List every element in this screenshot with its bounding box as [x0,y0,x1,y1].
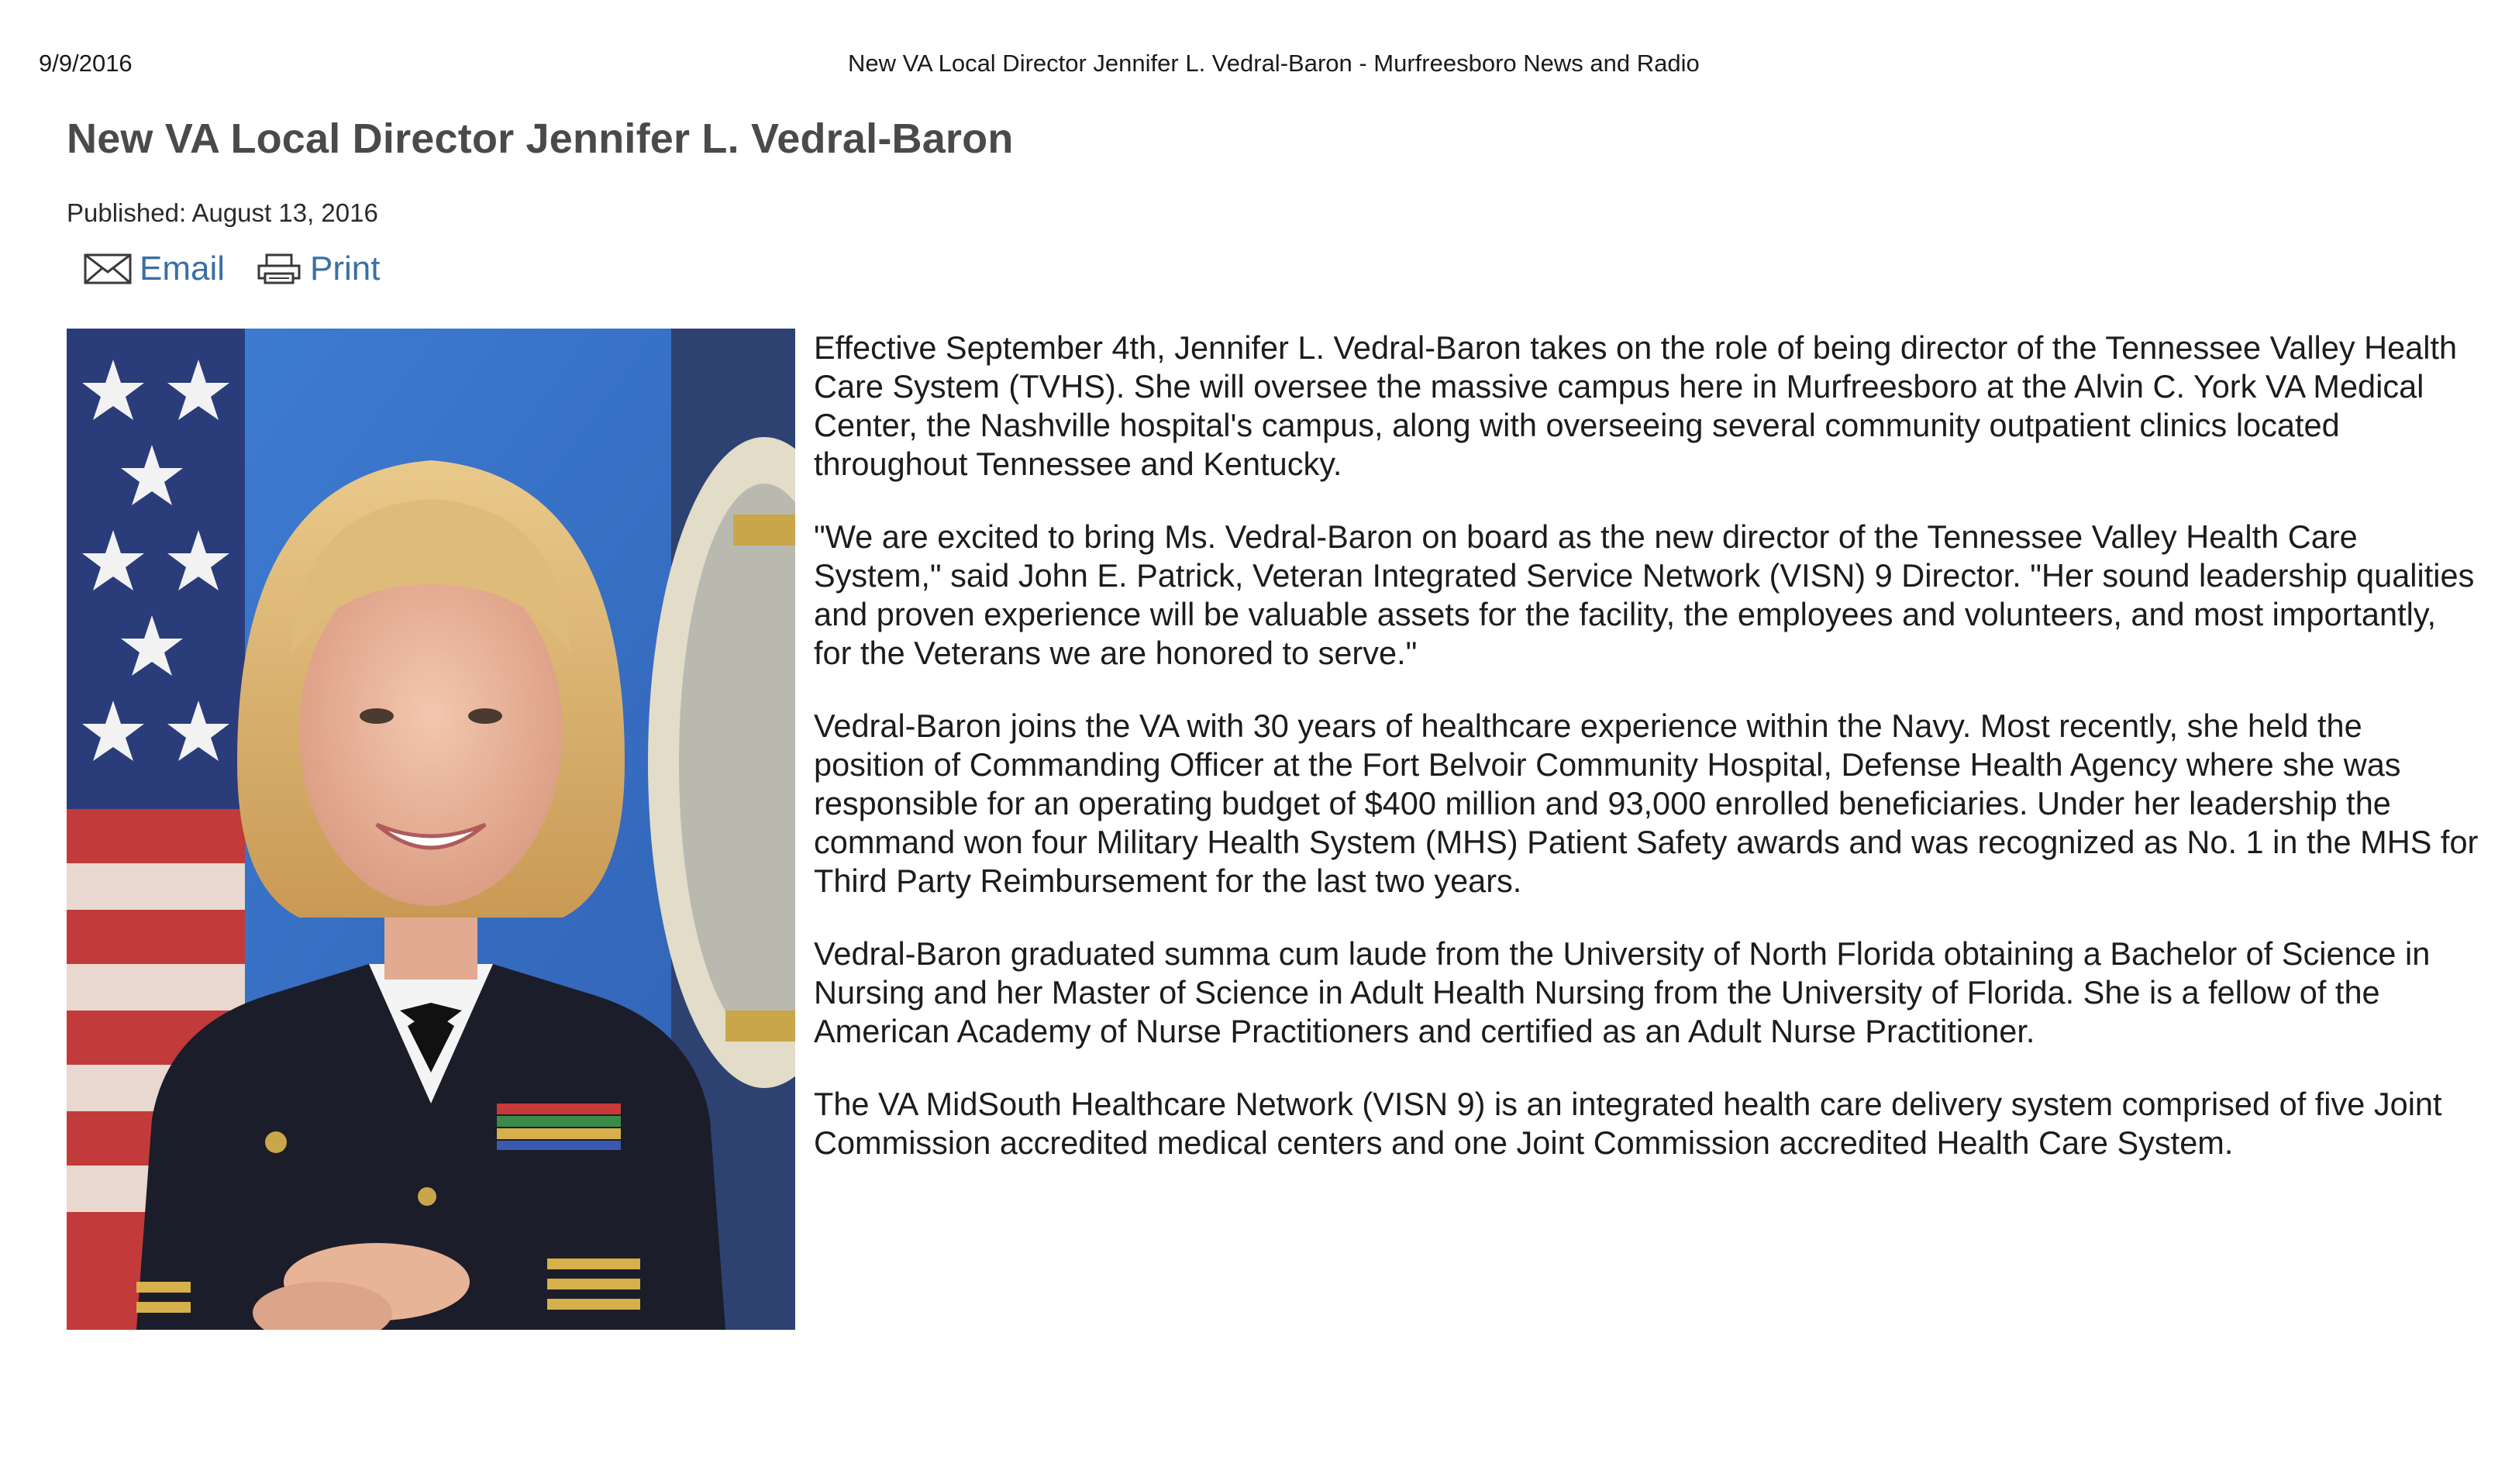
print-label: Print [310,250,381,288]
email-label: Email [140,250,226,288]
article-paragraph: Effective September 4th, Jennifer L. Vedral-Baron takes on the role of being director of the Tennessee Valley Health Care System (TVHS). She will oversee the massive campus here in Murfreesboro at the Alvin C. York VA Medical Center, the Nashville hospital's campus, along with overseeing several community outpatient clinics located throughout Tennessee and Kentucky. [814,329,2458,482]
printer-icon [257,253,301,284]
print-header [0,50,2505,88]
share-actions [84,250,381,288]
article-paragraph: The VA MidSouth Healthcare Network (VISN 9) is an integrated health care delivery system comprised of five Joint Commission accredited medical centers and one Joint Commission accredited Health Care System. [814,1086,2442,1161]
email-link[interactable] [84,250,225,288]
envelope-icon [84,253,132,284]
print-link[interactable] [257,250,380,288]
article-paragraph: Vedral-Baron graduated summa cum laude from the University of North Florida obtaining a Bachelor of Science in Nursing and her Master of Science in Adult Health Nursing from the University of Florida. She is a fellow of the American Academy of Nurse Practitioners and certified as an Adult Nurse Practitioner. [814,935,2431,1049]
article-paragraph: Vedral-Baron joins the VA with 30 years of healthcare experience within the Navy. Most recently, she held the position of Commanding Officer at the Fort Belvoir Community Hospital, Defense Health Agency where she was responsible for an operating budget of $400 million and 93,000 enrolled beneficiaries. Under her leadership the command won four Military Health System (MHS) Patient Safety awards and was recognized as No. 1 in the MHS for Third Party Reimbursement for the last two years. [814,708,2479,899]
published-date: Published: August 13, 2016 [67,198,378,227]
article-paragraph: "We are excited to bring Ms. Vedral-Baron on board as the new director of the Tennessee Valley Health Care System," said John E. Patrick, Veteran Integrated Service Network (VISN) 9 Director. "Her sound leadership qualities and proven experience will be valuable assets for the facility, the employees and volunteers, and most importantly, for the Veterans we are honored to serve." [814,518,2475,671]
article-body [814,329,2480,1196]
print-page-title: New VA Local Director Jennifer L. Vedral-Baron - Murfreesboro News and Radio [848,50,1700,77]
article-headline: New VA Local Director Jennifer L. Vedral-Baron [67,115,1014,162]
director-portrait-photo [67,329,795,1330]
print-date: 9/9/2016 [39,50,133,77]
